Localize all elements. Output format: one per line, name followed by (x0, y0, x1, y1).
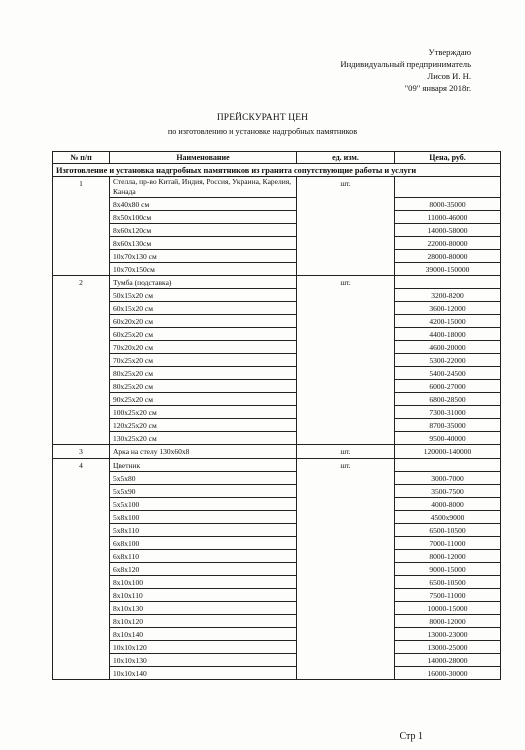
item-price: 7300-31000 (395, 406, 501, 419)
item-size: 6х8х120 (110, 563, 297, 576)
item-size: 10х70х130 см (110, 250, 297, 263)
table-row (53, 198, 501, 211)
header-price: Цена, руб. (395, 152, 501, 164)
price-table (52, 151, 501, 680)
table-row (53, 302, 501, 315)
item-size: 130х25х20 см (110, 432, 297, 445)
item-price: 4000-8000 (395, 498, 501, 511)
item-size: 8х50х100см (110, 211, 297, 224)
item-price: 11000-46000 (395, 211, 501, 224)
group-unit: шт. (297, 459, 395, 680)
item-price: 22000-80000 (395, 237, 501, 250)
group-number: 4 (53, 459, 110, 680)
table-row (53, 406, 501, 419)
group-unit: шт. (297, 177, 395, 276)
section-title: Изготовление и установка надгробных памятников из гранита сопутствующие работы и услуги (53, 164, 501, 177)
item-size: 90х25х20 см (110, 393, 297, 406)
table-row (53, 576, 501, 589)
table-row (53, 432, 501, 445)
item-size: 60х25х20 см (110, 328, 297, 341)
item-price: 5400-24500 (395, 367, 501, 380)
table-row (53, 485, 501, 498)
group-row (53, 445, 501, 459)
item-size: 8х10х130 (110, 602, 297, 615)
item-size: 5х8х110 (110, 524, 297, 537)
group-price (395, 177, 501, 198)
item-price: 3200-8200 (395, 289, 501, 302)
group-name: Тумба (подставка) (110, 276, 297, 289)
table-row (53, 615, 501, 628)
group-name: Стелла, пр-во Китай, Индия, Россия, Украина, Карелия, Канада (110, 177, 297, 198)
header-num: № п/п (53, 152, 110, 164)
item-price: 13000-25000 (395, 641, 501, 654)
table-row (53, 550, 501, 563)
item-price: 7500-11000 (395, 589, 501, 602)
table-row (53, 641, 501, 654)
item-price: 3600-12000 (395, 302, 501, 315)
item-price: 6800-28500 (395, 393, 501, 406)
table-body (53, 164, 501, 680)
item-price: 4200-15000 (395, 315, 501, 328)
item-size: 10х70х150см (110, 263, 297, 276)
item-price: 16000-30000 (395, 667, 501, 680)
item-size: 8х10х120 (110, 615, 297, 628)
item-size: 100х25х20 см (110, 406, 297, 419)
item-size: 10х10х140 (110, 667, 297, 680)
group-price: 120000-140000 (395, 445, 501, 459)
group-name: Цветник (110, 459, 297, 472)
table-row (53, 628, 501, 641)
item-size: 70х25х20 см (110, 354, 297, 367)
item-price: 28000-80000 (395, 250, 501, 263)
group-name: Арка на стелу 130х60х8 (110, 445, 297, 459)
group-price (395, 276, 501, 289)
approval-line: "09" января 2018г. (404, 83, 471, 93)
item-size: 60х15х20 см (110, 302, 297, 315)
item-price: 8700-35000 (395, 419, 501, 432)
item-price: 3000-7000 (395, 472, 501, 485)
approval-line: Лисов И. Н. (427, 71, 471, 81)
table-row (53, 524, 501, 537)
table-row (53, 341, 501, 354)
item-size: 5х5х80 (110, 472, 297, 485)
item-price: 8000-12000 (395, 550, 501, 563)
group-unit: шт. (297, 445, 395, 459)
document-title: ПРЕЙСКУРАНТ ЦЕН (216, 113, 309, 123)
item-price: 10000-15000 (395, 602, 501, 615)
item-size: 5х8х100 (110, 511, 297, 524)
table-row (53, 263, 501, 276)
item-price: 4400-18000 (395, 328, 501, 341)
group-price (395, 459, 501, 472)
table-row (53, 250, 501, 263)
item-price: 39000-150000 (395, 263, 501, 276)
item-price: 13000-23000 (395, 628, 501, 641)
header-unit: ед. изм. (297, 152, 395, 164)
item-size: 50х15х20 см (110, 289, 297, 302)
table-row (53, 237, 501, 250)
table-row (53, 211, 501, 224)
group-row (53, 177, 501, 198)
table-row (53, 511, 501, 524)
approval-line: Индивидуальный предприниматель (340, 59, 471, 69)
group-unit: шт. (297, 276, 395, 445)
item-price: 8000-12000 (395, 615, 501, 628)
item-size: 120х25х20 см (110, 419, 297, 432)
table-row (53, 537, 501, 550)
page-number: Стр 1 (399, 731, 423, 742)
approval-block (340, 46, 471, 94)
item-size: 5х5х90 (110, 485, 297, 498)
group-number: 1 (53, 177, 110, 276)
item-price: 9500-40000 (395, 432, 501, 445)
item-price: 4500х9000 (395, 511, 501, 524)
document-subtitle: по изготовлению и установке надгробных памятников (167, 127, 358, 136)
table-row (53, 654, 501, 667)
table-row (53, 289, 501, 302)
table-header-row (53, 152, 501, 164)
group-row (53, 459, 501, 472)
item-size: 8х60х120см (110, 224, 297, 237)
item-size: 6х8х100 (110, 537, 297, 550)
item-size: 8х10х140 (110, 628, 297, 641)
item-size: 80х25х20 см (110, 367, 297, 380)
item-size: 10х10х130 (110, 654, 297, 667)
item-price: 14000-58000 (395, 224, 501, 237)
item-size: 8х10х110 (110, 589, 297, 602)
item-size: 10х10х120 (110, 641, 297, 654)
item-price: 14000-28000 (395, 654, 501, 667)
table-row (53, 224, 501, 237)
approval-line: Утверждаю (428, 47, 471, 57)
table-row (53, 354, 501, 367)
item-size: 5х5х100 (110, 498, 297, 511)
item-price: 3500-7500 (395, 485, 501, 498)
table-row (53, 602, 501, 615)
table-row (53, 419, 501, 432)
item-size: 80х25х20 см (110, 380, 297, 393)
table-row (53, 328, 501, 341)
item-price: 5300-22000 (395, 354, 501, 367)
item-price: 7000-11000 (395, 537, 501, 550)
item-size: 8х40х80 см (110, 198, 297, 211)
item-size: 70х20х20 см (110, 341, 297, 354)
item-price: 6500-10500 (395, 524, 501, 537)
group-number: 2 (53, 276, 110, 445)
item-price: 4600-20000 (395, 341, 501, 354)
table-row (53, 367, 501, 380)
table-row (53, 472, 501, 485)
item-size: 8х10х100 (110, 576, 297, 589)
group-row (53, 276, 501, 289)
table-row (53, 667, 501, 680)
item-size: 8х60х130см (110, 237, 297, 250)
item-price: 8000-35000 (395, 198, 501, 211)
item-size: 60х20х20 см (110, 315, 297, 328)
header-name: Наименование (110, 152, 297, 164)
item-price: 6000-27000 (395, 380, 501, 393)
item-size: 6х8х110 (110, 550, 297, 563)
item-price: 6500-10500 (395, 576, 501, 589)
table-row (53, 393, 501, 406)
table-row (53, 315, 501, 328)
table-row (53, 589, 501, 602)
table-row (53, 380, 501, 393)
item-price: 9000-15000 (395, 563, 501, 576)
section-row (53, 164, 501, 177)
table-row (53, 563, 501, 576)
table-row (53, 498, 501, 511)
group-number: 3 (53, 445, 110, 459)
